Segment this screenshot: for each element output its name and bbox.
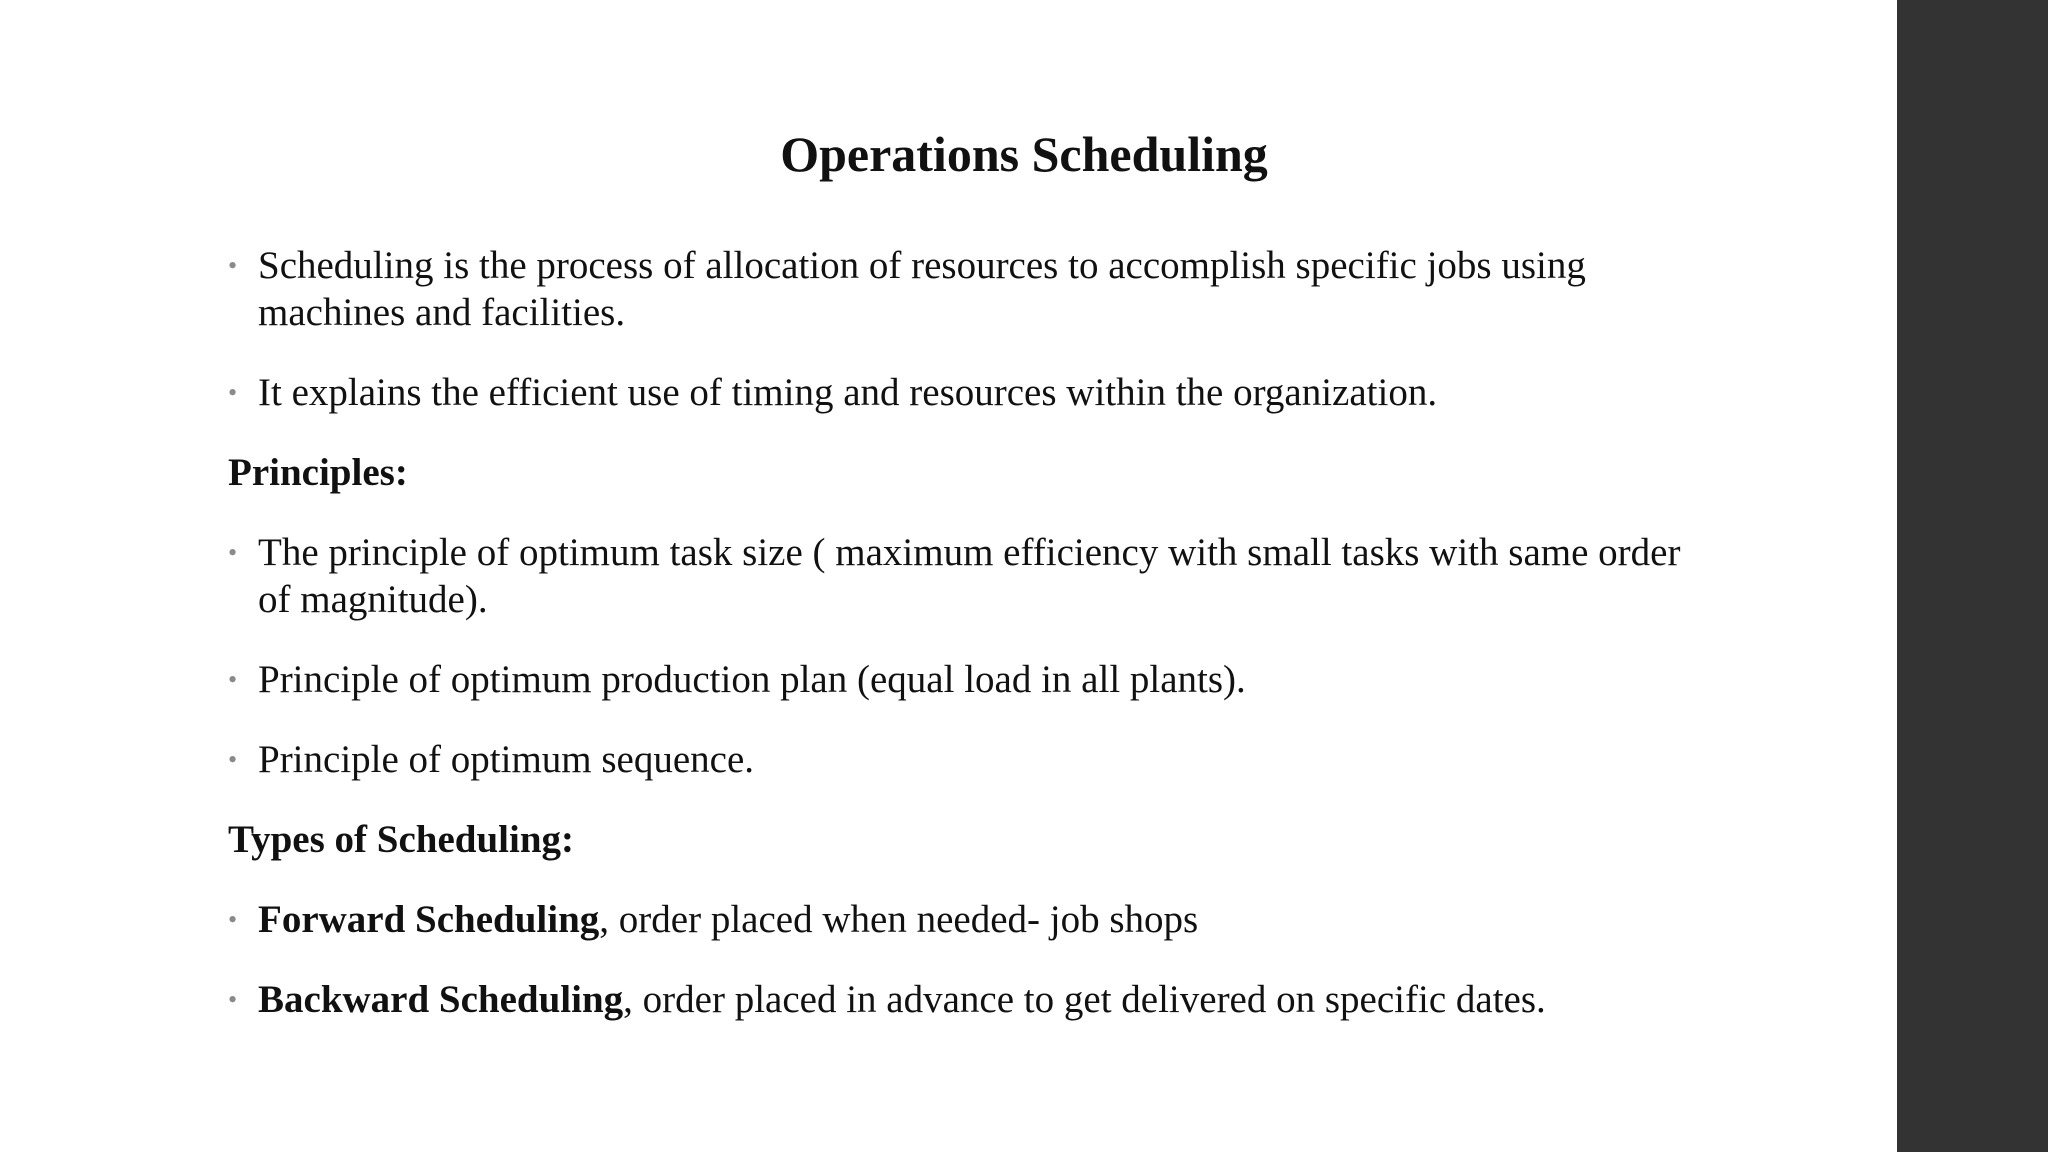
principles-heading: Principles: — [228, 451, 408, 494]
types-heading: Types of Scheduling: — [228, 818, 575, 861]
list-item — [228, 656, 1688, 703]
list-item — [228, 896, 1688, 943]
bullet-text: Principle of optimum production plan (equal load in all plants). — [258, 658, 1246, 701]
bullet-icon: • — [228, 378, 238, 407]
bullet-icon: • — [228, 538, 238, 567]
bullet-text: It explains the efficient use of timing and resources within the organization. — [258, 371, 1438, 414]
slide-title: Operations Scheduling — [780, 126, 1268, 182]
bullet-text: Principle of optimum sequence. — [258, 738, 755, 781]
term-text: Backward Scheduling — [258, 978, 624, 1021]
bullet-icon: • — [228, 251, 238, 280]
bullet-text: The principle of optimum task size ( maximum efficiency with small tasks with same order of magnitude). — [258, 531, 1681, 621]
list-item — [228, 529, 1688, 623]
bullet-icon: • — [228, 665, 238, 694]
list-item — [228, 976, 1688, 1023]
list-item — [228, 369, 1688, 416]
list-item — [228, 242, 1688, 336]
bullet-text: Scheduling is the process of allocation of resources to accomplish specific jobs using machines and facilities. — [258, 244, 1586, 334]
list-item — [228, 736, 1688, 783]
bullet-icon: • — [228, 985, 238, 1014]
bullet-text: , order placed in advance to get delivered on specific dates. — [623, 978, 1546, 1021]
term-text: Forward Scheduling — [258, 898, 600, 941]
bullet-text: , order placed when needed- job shops — [599, 898, 1199, 941]
bullet-icon: • — [228, 745, 238, 774]
bullet-icon: • — [228, 905, 238, 934]
